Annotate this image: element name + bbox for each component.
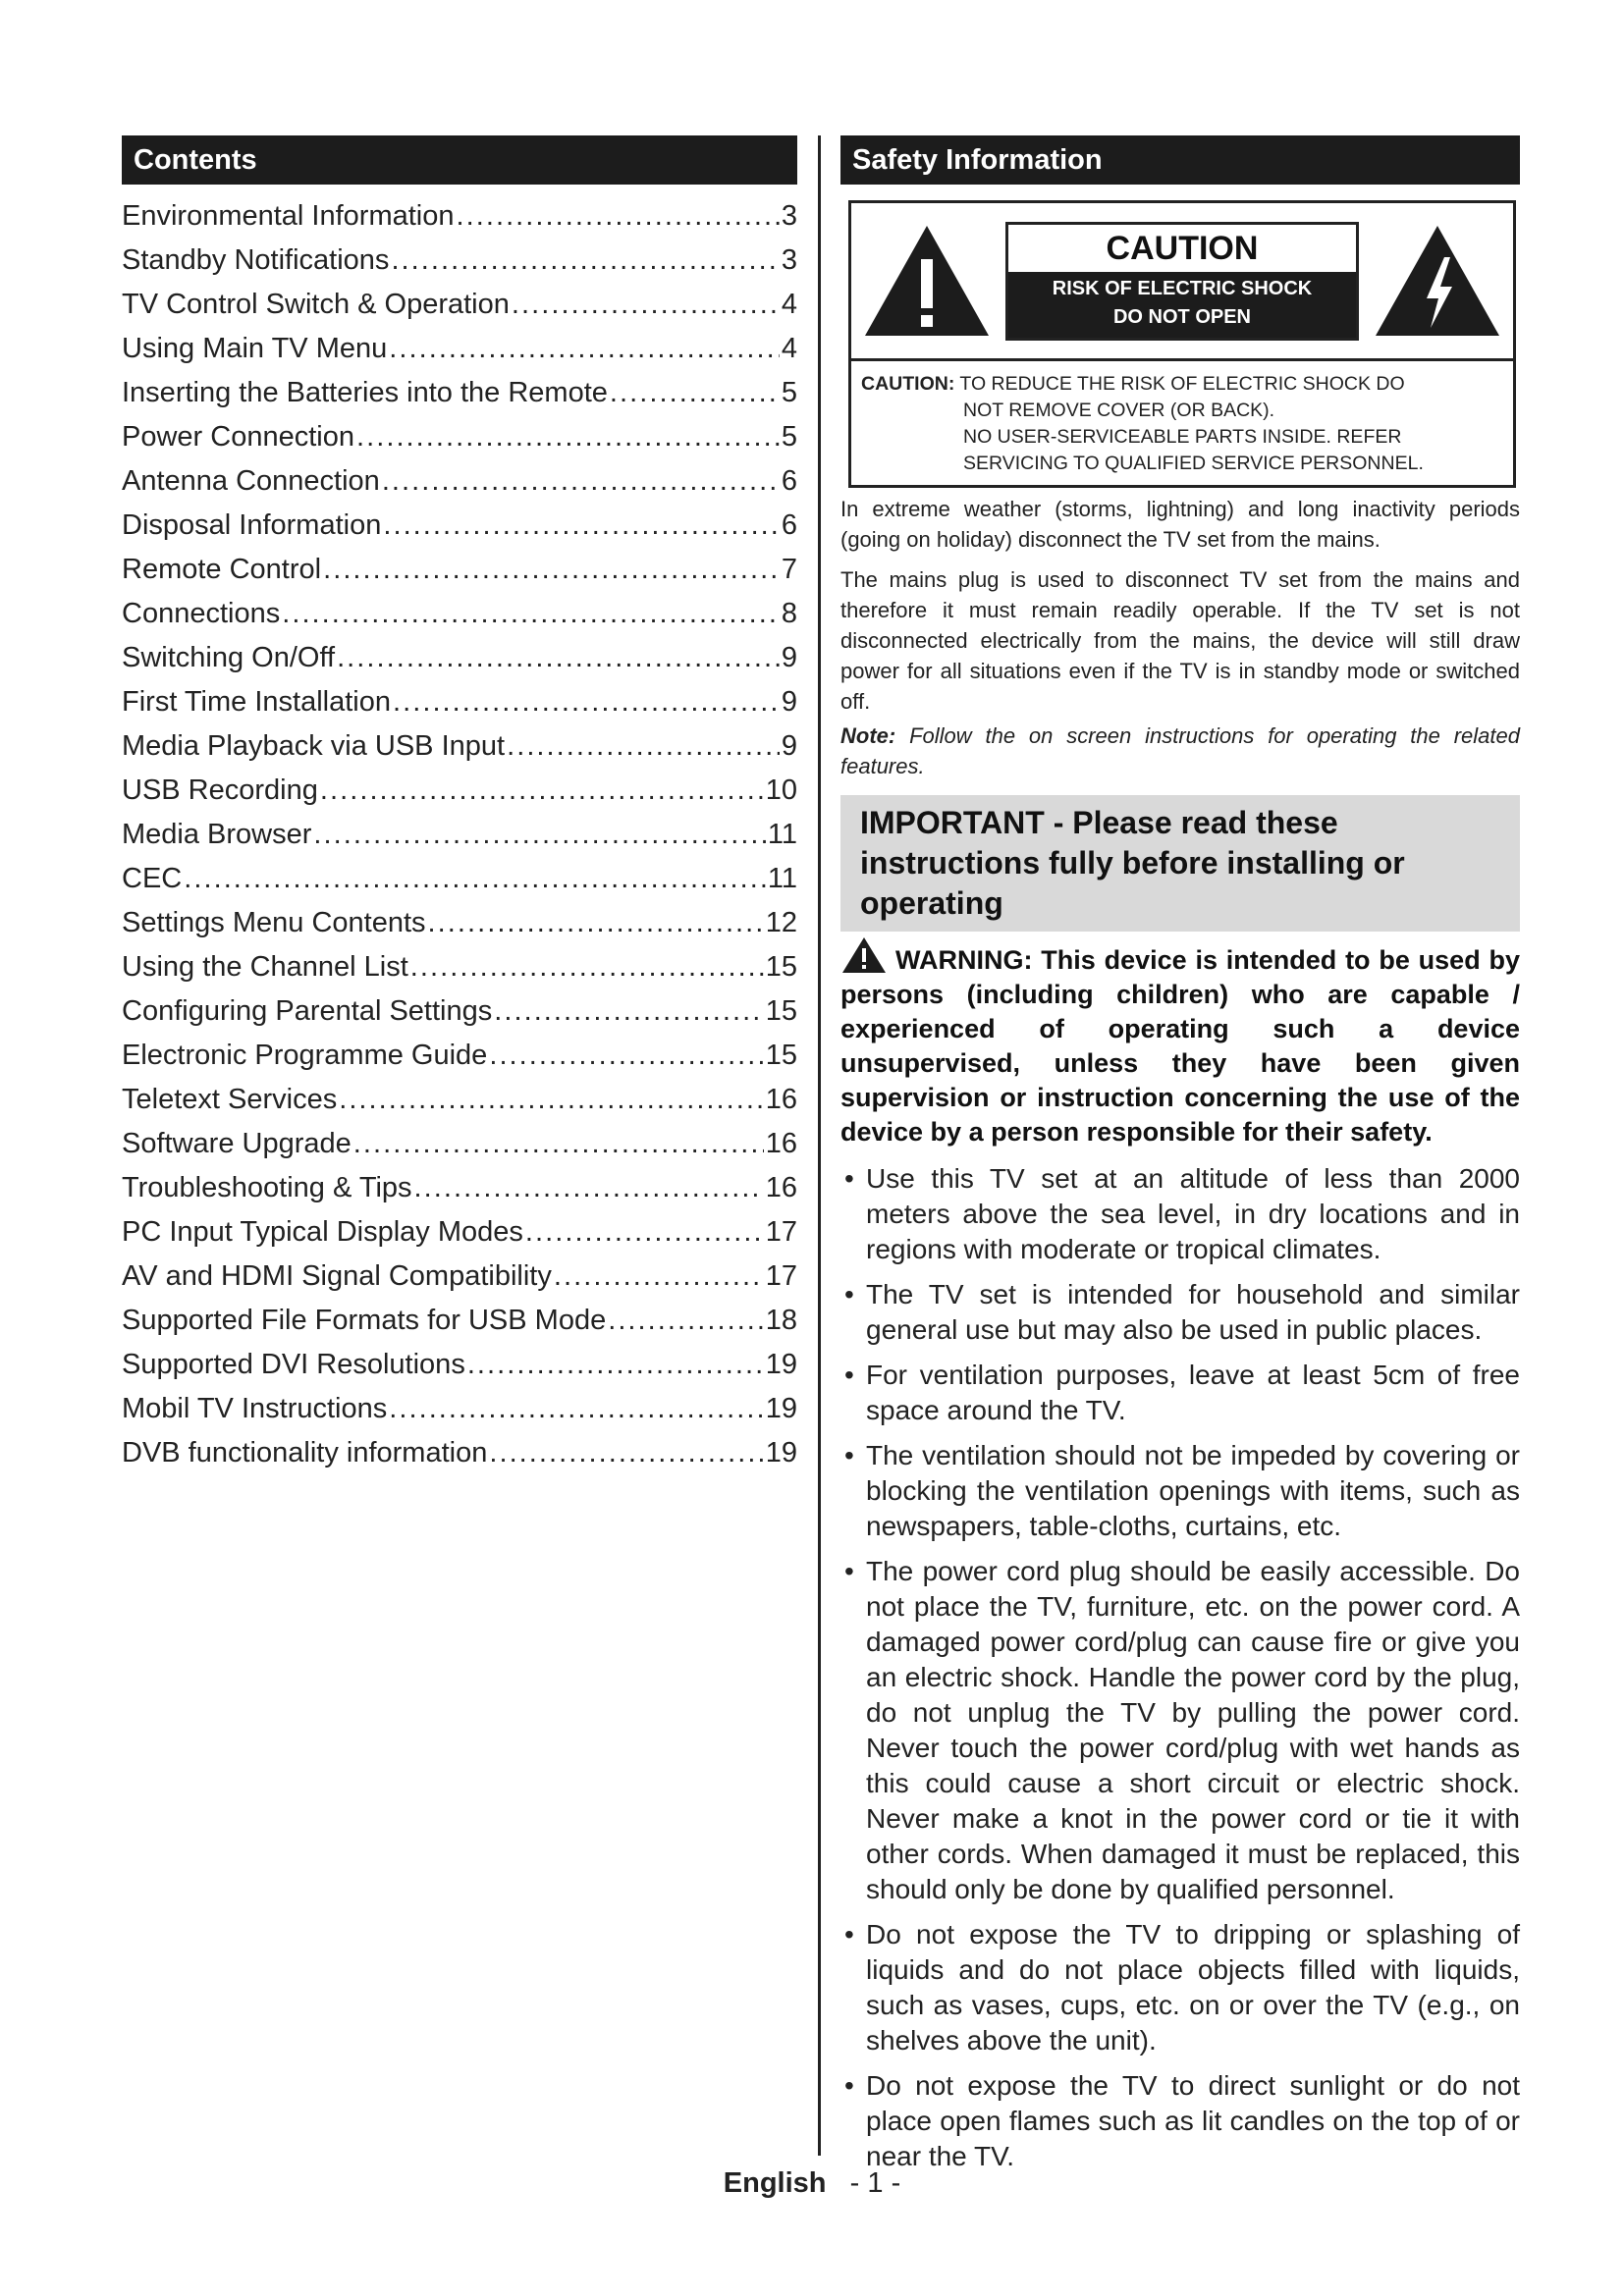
- safety-bullet-item: • Use this TV set at an altitude of less than 2000 meters above the sea level, in dry locations and in regions with moderate or tropical climates.: [840, 1161, 1520, 1267]
- toc-entry-page: 15: [765, 951, 797, 983]
- table-of-contents: [122, 200, 797, 1481]
- important-banner: IMPORTANT - Please read these instructions fully before installing or operating: [840, 795, 1520, 932]
- toc-entry-title: CEC: [122, 863, 183, 894]
- exclamation-warning-icon: [861, 222, 993, 340]
- toc-leader-dots: [414, 1172, 764, 1204]
- caution-text: [851, 358, 1513, 485]
- toc-entry-page: 16: [765, 1172, 797, 1203]
- toc-entry-page: 15: [765, 1040, 797, 1071]
- toc-leader-dots: [608, 1305, 764, 1337]
- toc-entry-page: 19: [765, 1393, 797, 1424]
- toc-entry: [122, 1260, 797, 1305]
- toc-entry-title: Remote Control: [122, 554, 322, 585]
- caution-line4: SERVICING TO QUALIFIED SERVICE PERSONNEL.: [963, 453, 1424, 474]
- toc-entry-page: 5: [781, 377, 797, 408]
- toc-entry-page: 6: [781, 509, 797, 541]
- toc-leader-dots: [382, 465, 780, 498]
- toc-leader-dots: [184, 863, 766, 895]
- caution-panel: [1005, 222, 1359, 341]
- toc-entry: [122, 1172, 797, 1216]
- safety-bullet-item: • The TV set is intended for household and similar general use but may also be used in public places.: [840, 1277, 1520, 1348]
- toc-entry: [122, 1216, 797, 1260]
- caution-label-box: [848, 200, 1516, 488]
- safety-header: Safety Information: [840, 135, 1520, 185]
- toc-leader-dots: [554, 1260, 764, 1293]
- toc-entry-title: Media Playback via USB Input: [122, 730, 506, 762]
- safety-bullet-list: [840, 1161, 1520, 2174]
- toc-entry-page: 15: [765, 995, 797, 1027]
- toc-entry-title: Supported DVI Resolutions: [122, 1349, 465, 1380]
- toc-entry-page: 7: [781, 554, 797, 585]
- toc-entry-page: 18: [765, 1305, 797, 1336]
- caution-subtitle: [1008, 272, 1356, 338]
- toc-leader-dots: [323, 554, 780, 586]
- toc-leader-dots: [525, 1216, 764, 1249]
- warning-text: WARNING: This device is intended to be used by persons (including children) who are capable / experienced of operating such a device unsupervised, unless they have been given supervision or instruction concerning the use of the device by a person responsible for their safety.: [840, 945, 1520, 1147]
- toc-entry-title: Software Upgrade: [122, 1128, 352, 1159]
- toc-entry-title: Troubleshooting & Tips: [122, 1172, 412, 1203]
- toc-leader-dots: [356, 421, 780, 454]
- safety-bullet-item: • For ventilation purposes, leave at least 5cm of free space around the TV.: [840, 1358, 1520, 1428]
- contents-column: [122, 135, 797, 1481]
- toc-entry: [122, 377, 797, 421]
- safety-bullet-item: • Do not expose the TV to direct sunlight or do not place open flames such as lit candles on the top of or near the TV.: [840, 2068, 1520, 2174]
- toc-leader-dots: [337, 642, 780, 674]
- toc-leader-dots: [320, 774, 764, 807]
- toc-entry-page: 11: [767, 819, 797, 850]
- toc-entry: [122, 686, 797, 730]
- weather-paragraph: In extreme weather (storms, lightning) and long inactivity periods (going on holiday) disconnect the TV set from the mains.: [840, 497, 1520, 552]
- toc-entry: [122, 1128, 797, 1172]
- caution-line3: NO USER-SERVICEABLE PARTS INSIDE. REFER: [963, 426, 1402, 448]
- caution-subtitle-line2: DO NOT OPEN: [1112, 305, 1251, 328]
- toc-entry: [122, 598, 797, 642]
- contents-header: Contents: [122, 135, 797, 185]
- toc-entry-title: First Time Installation: [122, 686, 391, 718]
- toc-entry: [122, 465, 797, 509]
- toc-entry-title: Settings Menu Contents: [122, 907, 426, 938]
- toc-entry-page: 17: [765, 1260, 797, 1292]
- toc-entry-title: Configuring Parental Settings: [122, 995, 493, 1027]
- toc-entry-title: PC Input Typical Display Modes: [122, 1216, 523, 1248]
- toc-entry-title: USB Recording: [122, 774, 318, 806]
- note-text: Follow the on screen instructions for operating the related features.: [840, 723, 1520, 778]
- toc-entry-page: 17: [765, 1216, 797, 1248]
- toc-entry-title: TV Control Switch & Operation: [122, 289, 510, 320]
- toc-entry-page: 9: [781, 642, 797, 673]
- toc-entry: [122, 995, 797, 1040]
- toc-entry-title: Power Connection: [122, 421, 354, 453]
- toc-entry: [122, 554, 797, 598]
- toc-entry-title: Environmental Information: [122, 200, 455, 232]
- toc-leader-dots: [428, 907, 764, 939]
- toc-entry: [122, 907, 797, 951]
- toc-entry: [122, 819, 797, 863]
- caution-line2: NOT REMOVE COVER (OR BACK).: [963, 400, 1275, 421]
- note-label: Note:: [840, 723, 896, 748]
- caution-label: CAUTION:: [861, 373, 955, 395]
- toc-entry-title: Electronic Programme Guide: [122, 1040, 488, 1071]
- toc-leader-dots: [512, 289, 780, 321]
- toc-entry-page: 12: [765, 907, 797, 938]
- toc-entry: [122, 1393, 797, 1437]
- safety-bullet-item: • The power cord plug should be easily accessible. Do not place the TV, furniture, etc. on the power cord. A damaged power cord/plug can cause fire or give you an electric shock. Handle the power cord by the plug, do not unplug the TV by pulling the power cord. Never touch the power cord/plug with wet hands as this could cause a short circuit or electric shock. Never make a knot in the power cord or tie it with other cords. When damaged it must be replaced, this should only be done by qualified personnel.: [840, 1554, 1520, 1907]
- lightning-bolt-icon: [1372, 222, 1503, 340]
- toc-leader-dots: [389, 1393, 764, 1425]
- toc-entry-title: Antenna Connection: [122, 465, 380, 497]
- toc-entry-page: 6: [781, 465, 797, 497]
- toc-leader-dots: [467, 1349, 764, 1381]
- toc-entry: [122, 421, 797, 465]
- toc-entry-page: 8: [781, 598, 797, 629]
- toc-leader-dots: [389, 333, 780, 365]
- toc-entry-title: Using the Channel List: [122, 951, 408, 983]
- toc-entry-page: 19: [765, 1437, 797, 1468]
- toc-entry-title: Standby Notifications: [122, 244, 390, 276]
- toc-leader-dots: [507, 730, 780, 763]
- warning-paragraph: [840, 935, 1520, 1149]
- toc-entry-page: 3: [781, 244, 797, 276]
- safety-column: [840, 135, 1520, 2184]
- toc-entry-page: 11: [767, 863, 797, 894]
- toc-entry: [122, 289, 797, 333]
- toc-leader-dots: [313, 819, 765, 851]
- toc-entry: [122, 1040, 797, 1084]
- toc-entry-page: 9: [781, 730, 797, 762]
- toc-entry: [122, 863, 797, 907]
- page-footer: [0, 2167, 1624, 2200]
- toc-leader-dots: [489, 1437, 763, 1469]
- toc-leader-dots: [457, 200, 780, 233]
- toc-entry-title: DVB functionality information: [122, 1437, 488, 1468]
- toc-entry-page: 19: [765, 1349, 797, 1380]
- toc-leader-dots: [383, 509, 780, 542]
- toc-entry: [122, 244, 797, 289]
- toc-entry-title: Connections: [122, 598, 281, 629]
- mains-paragraph: The mains plug is used to disconnect TV set from the mains and therefore it must remain readily operable. If the TV set is not disconnected electrically from the mains, the device will still draw power for all situations even if the TV is in standby mode or switched off.: [840, 567, 1520, 714]
- toc-entry-title: Switching On/Off: [122, 642, 336, 673]
- footer-language: English: [723, 2167, 827, 2199]
- caution-top-row: [851, 203, 1513, 358]
- toc-leader-dots: [353, 1128, 764, 1160]
- toc-leader-dots: [393, 686, 780, 719]
- toc-entry-title: Teletext Services: [122, 1084, 338, 1115]
- toc-entry: [122, 1084, 797, 1128]
- footer-page-number: - 1 -: [849, 2167, 901, 2199]
- toc-leader-dots: [410, 951, 764, 984]
- toc-entry-title: Media Browser: [122, 819, 312, 850]
- toc-entry: [122, 730, 797, 774]
- toc-entry-page: 16: [765, 1084, 797, 1115]
- caution-line1: TO REDUCE THE RISK OF ELECTRIC SHOCK DO: [959, 373, 1405, 395]
- toc-entry: [122, 1437, 797, 1481]
- toc-entry: [122, 1349, 797, 1393]
- toc-entry: [122, 951, 797, 995]
- toc-leader-dots: [339, 1084, 764, 1116]
- toc-entry-title: Disposal Information: [122, 509, 382, 541]
- toc-entry-page: 9: [781, 686, 797, 718]
- column-divider: [818, 135, 821, 2156]
- toc-leader-dots: [494, 995, 764, 1028]
- note-paragraph: [840, 721, 1520, 781]
- toc-entry-page: 4: [781, 289, 797, 320]
- toc-entry: [122, 200, 797, 244]
- toc-entry-title: Inserting the Batteries into the Remote: [122, 377, 608, 408]
- warning-triangle-icon: [840, 935, 888, 975]
- caution-title: CAUTION: [1008, 225, 1356, 272]
- safety-bullet-item: • The ventilation should not be impeded by covering or blocking the ventilation openings with items, such as newspapers, table-cloths, curtains, etc.: [840, 1438, 1520, 1544]
- toc-entry: [122, 774, 797, 819]
- toc-entry-title: Mobil TV Instructions: [122, 1393, 388, 1424]
- toc-entry: [122, 509, 797, 554]
- toc-entry-title: AV and HDMI Signal Compatibility: [122, 1260, 552, 1292]
- toc-entry-page: 10: [765, 774, 797, 806]
- toc-leader-dots: [610, 377, 780, 409]
- toc-entry-page: 5: [781, 421, 797, 453]
- toc-entry-page: 4: [781, 333, 797, 364]
- toc-entry-title: Supported File Formats for USB Mode: [122, 1305, 607, 1336]
- toc-entry: [122, 1305, 797, 1349]
- toc-entry: [122, 333, 797, 377]
- safety-bullet-item: • Do not expose the TV to dripping or splashing of liquids and do not place objects filled with liquids, such as vases, cups, etc. on or over the TV (e.g., on shelves above the unit).: [840, 1917, 1520, 2058]
- toc-entry-page: 3: [781, 200, 797, 232]
- toc-entry: [122, 642, 797, 686]
- toc-leader-dots: [282, 598, 780, 630]
- toc-entry-page: 16: [765, 1128, 797, 1159]
- toc-entry-title: Using Main TV Menu: [122, 333, 388, 364]
- toc-leader-dots: [489, 1040, 763, 1072]
- toc-leader-dots: [391, 244, 779, 277]
- caution-subtitle-line1: RISK OF ELECTRIC SHOCK: [1052, 277, 1313, 299]
